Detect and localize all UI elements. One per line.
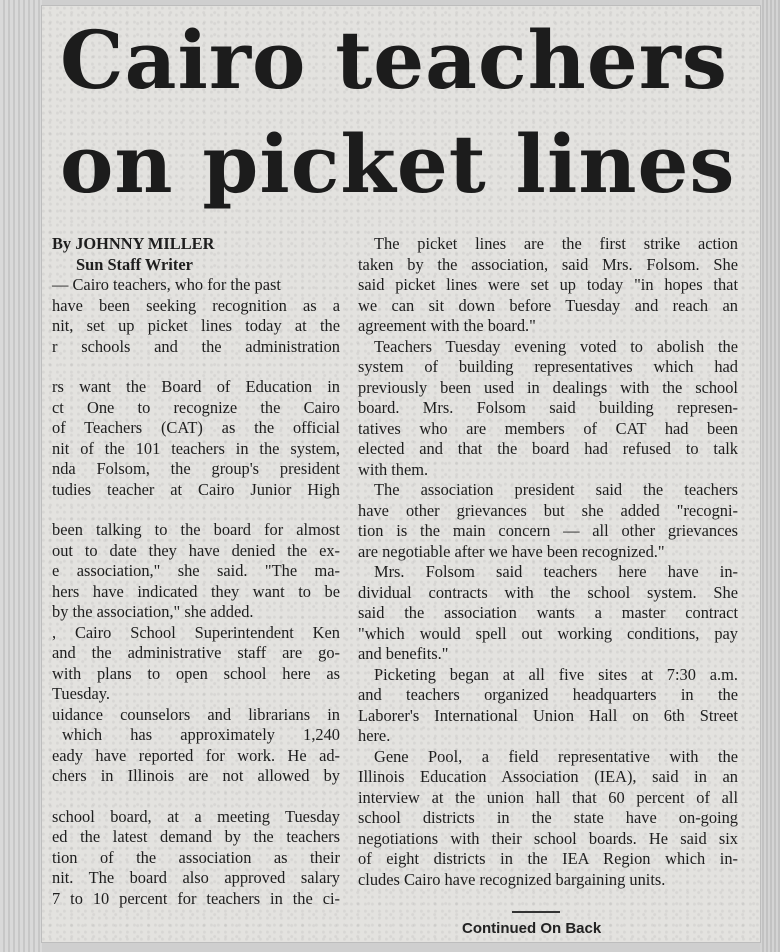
left-line: tudies teacher at Cairo Junior High: [52, 479, 340, 499]
right-line: dividual contracts with the school system. She: [358, 582, 738, 602]
paragraph-gap: [52, 500, 340, 520]
left-line: tion of the association as their: [52, 847, 340, 867]
newspaper-clipping: [42, 6, 760, 942]
right-line: system of building representatives which had: [358, 357, 738, 376]
right-line: elected and that the board had refused to talk: [358, 439, 738, 458]
left-line: have been seeking recognition as a: [52, 295, 340, 315]
right-line: cludes Cairo have recognized bargaining units.: [358, 869, 666, 889]
article-column-right: [358, 234, 738, 890]
paragraph-gap: [52, 357, 340, 377]
left-line: nit of the 101 teachers in the system,: [52, 438, 340, 458]
left-line: which has approximately 1,240: [62, 725, 340, 744]
right-line: tatives who are members of CAT had been: [358, 418, 738, 438]
left-line: been talking to the board for almost: [52, 520, 340, 539]
left-line: chers in Illinois are not allowed by: [52, 766, 340, 785]
left-line: 7 to 10 percent for teachers in the ci-: [52, 888, 340, 908]
continued-on-back: Continued On Back: [462, 920, 602, 937]
right-line: Picketing began at all five sites at 7:30 a.m.: [374, 664, 738, 684]
right-line: Gene Pool, a field representative with the: [374, 746, 738, 766]
right-line: Laborer's International Union Hall on 6th Street: [358, 705, 738, 725]
article-column-left: [52, 234, 340, 909]
right-line: The association president said the teachers: [374, 480, 738, 499]
scan-left-margin: [0, 0, 42, 952]
byline-author: By JOHNNY MILLER: [52, 234, 215, 253]
right-line: and benefits.": [358, 644, 449, 663]
right-line: and teachers organized headquarters in the: [358, 685, 738, 704]
left-line: of Teachers (CAT) as the official: [52, 418, 340, 437]
right-line: Illinois Education Association (IEA), said in an: [358, 767, 738, 786]
left-line: , Cairo School Superintendent Ken: [52, 622, 340, 642]
right-line: of eight districts in the IEA Region which in-: [358, 849, 738, 868]
right-line: "which would spell out working conditions, pay: [358, 623, 738, 643]
right-line: have other grievances but she added "recogni-: [358, 500, 738, 520]
left-line: e association," she said. "The ma-: [52, 561, 340, 580]
left-line: ct One to recognize the Cairo: [52, 397, 340, 417]
left-line: nit. The board also approved salary: [52, 868, 340, 887]
right-line: with them.: [358, 459, 429, 479]
byline-role: Sun Staff Writer: [76, 254, 193, 274]
right-line: here.: [358, 726, 391, 745]
left-line: school board, at a meeting Tuesday: [52, 806, 340, 826]
headline: [60, 8, 760, 216]
left-line: nda Folsom, the group's president: [52, 459, 340, 478]
right-line: The picket lines are the first strike action: [374, 234, 738, 253]
left-line: Tuesday.: [52, 684, 110, 703]
right-line: previously been used in dealings with the school: [358, 377, 738, 397]
right-line: we can sit down before Tuesday and reach an: [358, 295, 738, 315]
end-rule: [512, 911, 560, 913]
left-line: r schools and the administration: [52, 336, 340, 356]
left-line: ed the latest demand by the teachers: [52, 827, 340, 846]
right-line: negotiations with their school boards. He said six: [358, 828, 738, 848]
right-line: interview at the union hall that 60 percent of all: [358, 787, 738, 807]
left-line: uidance counselors and librarians in: [52, 704, 340, 724]
right-line: school districts in the state have on-going: [358, 808, 738, 827]
right-line: agreement with the board.": [358, 316, 536, 335]
headline-line-2: on picket lines: [60, 117, 736, 211]
left-line: hers have indicated they want to be: [52, 581, 340, 601]
right-line: Mrs. Folsom said teachers here have in-: [374, 562, 738, 581]
left-line: out to date they have denied the ex-: [52, 540, 340, 560]
left-line: — Cairo teachers, who for the past: [52, 275, 281, 294]
left-line: with plans to open school here as: [52, 663, 340, 683]
paragraph-gap: [52, 787, 340, 807]
right-line: said the association wants a master contract: [358, 603, 738, 622]
left-line: by the association," she added.: [52, 602, 254, 621]
scan-right-margin: [760, 0, 780, 952]
right-line: are negotiable after we have been recognized.": [358, 541, 665, 561]
left-line: and the administrative staff are go-: [52, 643, 340, 662]
right-line: tion is the main concern — all other grievances: [358, 521, 738, 540]
right-line: board. Mrs. Folsom said building represen-: [358, 398, 738, 417]
right-line: said picket lines were set up today "in hopes that: [358, 275, 738, 294]
right-line: taken by the association, said Mrs. Folsom. She: [358, 254, 738, 274]
left-line: rs want the Board of Education in: [52, 377, 340, 396]
left-line: nit, set up picket lines today at the: [52, 316, 340, 335]
headline-line-1: Cairo teachers: [60, 13, 728, 107]
right-line: Teachers Tuesday evening voted to abolish the: [374, 336, 738, 356]
left-line: eady have reported for work. He ad-: [52, 745, 340, 765]
